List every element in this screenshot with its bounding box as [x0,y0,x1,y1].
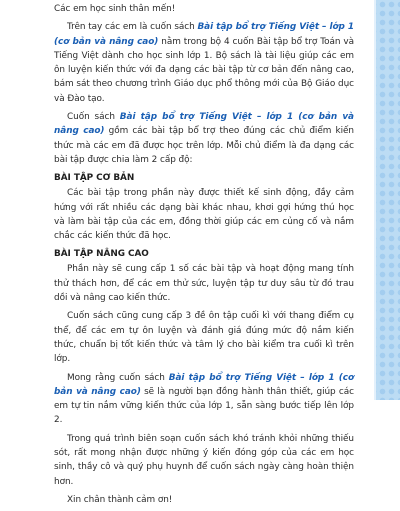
paragraph [54,186,354,243]
text-run: nằm trong bộ 4 cuốn Bài tập bổ trợ Toán và Tiếng Việt dành cho học sinh lớp 1. Bộ sách là tài liệu giúp các em ôn luyện kiến thức với đa dạng các bài tập từ cơ bản đến nâng cao, bám sát theo chương trình Giáo dục phổ thông mới của Bộ Giáo dục và Đào tạo. [54,36,355,104]
section-heading-advanced: BÀI TẬP NÂNG CAO [54,249,149,260]
decorative-side-band [376,0,400,400]
text-run: Trong quá trình biên soạn cuốn sách khó tránh khỏi những thiếu sót, rất mong nhận được những ý kiến đóng góp của các em học sinh, thầy cô và quý phụ huynh để cuốn sách ngày càng hoàn thiện hơn. [54,433,354,487]
text-run: Cuốn sách [67,112,120,123]
greeting: Các em học sinh thân mến! [54,4,176,14]
text-run: Cuốn sách cũng cung cấp 3 đề ôn tập cuối kì với thang điểm cụ thể, để các em tự ôn luyện và đánh giá đúng mức độ nắm kiến thức, chuẩn bị tốt kiến thức và tâm lý cho bài kiểm tra cuối kì trên lớp. [54,311,354,365]
text-run: Các bài tập trong phần này được thiết kế sinh động, đầy cảm hứng với rất nhiều các dạng bài khác nhau, khơi gợi hứng thú học và làm bài tập của các em, đồng thời giúp các em củng cố và nắm chắc các kiến thức đã học. [54,188,354,242]
book-title-highlight: Bài tập bổ trợ Tiếng Việt – lớp 1 (cơ bản và nâng cao) [54,112,354,137]
text-run: gồm các bài tập bổ trợ theo đúng các chủ điểm kiến thức mà các em đã được học trên lớp. Mỗi chủ điểm là đa dạng các bài tập được chia làm 2 cấp độ: [54,126,354,165]
paragraph [54,20,354,106]
text-run: sẽ là người bạn đồng hành thân thiết, giúp các em tự tin nắm vững kiến thức của lớp 1, sẵn sàng bước tiếp lên lớp 2. [54,386,354,426]
text-run: Trên tay các em là cuốn sách [67,22,198,33]
section-heading-basic: BÀI TẬP CƠ BẢN [54,173,135,184]
paragraph [54,309,354,366]
text-run: Xin chân thành cảm ơn! [67,494,173,505]
advanced-paragraphs [54,262,354,507]
intro-paragraphs [54,20,354,167]
paragraph [54,371,354,428]
paragraph [54,110,354,167]
paragraph [54,493,354,507]
text-run: Phần này sẽ cung cấp 1 số các bài tập và hoạt động mang tính thử thách hơn, để các em thử sức, luyện tập tư duy sâu từ đó trau dồi và nâng cao kiến thức. [54,264,354,304]
book-title-highlight: Bài tập bổ trợ Tiếng Việt – lớp 1 (cơ bản và nâng cao) [54,22,354,47]
paragraph [54,262,354,305]
document-text-column [54,2,354,511]
basic-paragraphs [54,186,354,243]
book-title-highlight: Bài tập bổ trợ Tiếng Việt – lớp 1 (cơ bản và nâng cao) [54,372,355,397]
text-run: Mong rằng cuốn sách [67,372,169,383]
paragraph [54,432,354,489]
